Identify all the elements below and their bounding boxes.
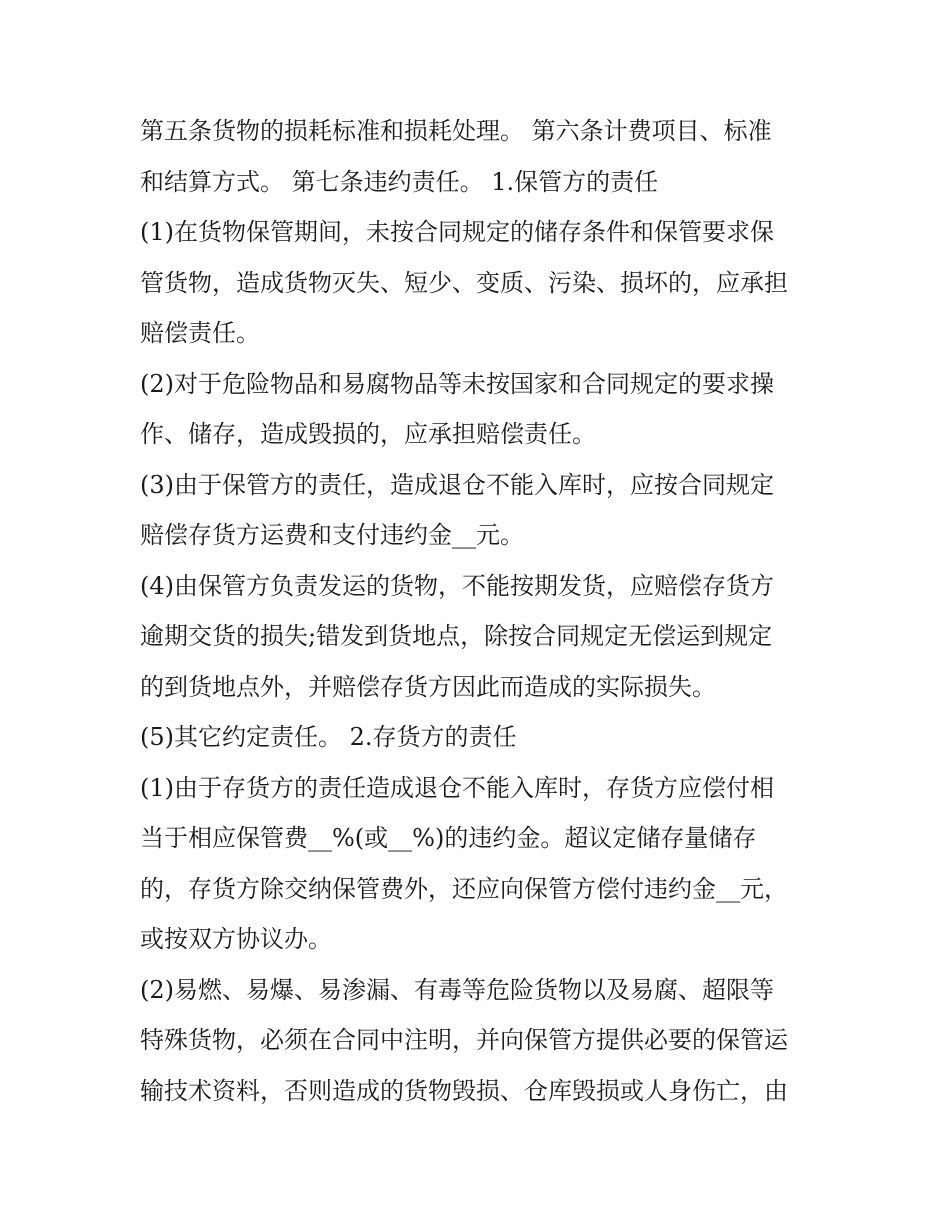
text-line: 的到货地点外，并赔偿存货方因此而造成的实际损失。 bbox=[140, 672, 716, 701]
text-line: 逾期交货的损失;错发到货地点，除按合同规定无偿运到规定 bbox=[140, 622, 773, 650]
text-line: (2)对于危险物品和易腐物品等未按国家和合同规定的要求操 bbox=[140, 369, 774, 398]
text-line: (3)由于保管方的责任，造成退仓不能入库时，应按合同规定 bbox=[140, 470, 774, 499]
text-line: 特殊货物，必须在合同中注明，并向保管方提供必要的保管运 bbox=[140, 1026, 788, 1054]
text-line: (1)由于存货方的责任造成退仓不能入库时，存货方应偿付相 bbox=[140, 773, 774, 802]
text-line: (4)由保管方负责发运的货物，不能按期发货，应赔偿存货方 bbox=[140, 571, 774, 600]
text-line: 和结算方式。 第七条违约责任。 1.保管方的责任 bbox=[140, 167, 659, 196]
text-line: 第五条货物的损耗标准和损耗处理。 第六条计费项目、标准 bbox=[140, 117, 772, 145]
text-line: (5)其它约定责任。 2.存货方的责任 bbox=[140, 723, 517, 751]
text-line: 赔偿存货方运费和支付违约金__元。 bbox=[140, 521, 524, 549]
text-line: (1)在货物保管期间，未按合同规定的储存条件和保管要求保 bbox=[140, 218, 774, 246]
text-line: 或按双方协议办。 bbox=[140, 925, 332, 953]
text-line: 管货物，造成货物灭失、短少、变质、污染、损坏的，应承担 bbox=[140, 268, 788, 297]
text-line: 的，存货方除交纳保管费外，还应向保管方偿付违约金__元， bbox=[140, 874, 788, 903]
text-line: 当于相应保管费__%(或__%)的违约金。超议定储存量储存 bbox=[140, 824, 757, 852]
document-body bbox=[140, 106, 820, 1116]
text-line: 赔偿责任。 bbox=[140, 319, 260, 347]
text-line: 输技术资料，否则造成的货物毁损、仓库毁损或人身伤亡，由 bbox=[140, 1076, 788, 1105]
text-line: (2)易燃、易爆、易渗漏、有毒等危险货物以及易腐、超限等 bbox=[140, 975, 774, 1004]
text-line: 作、储存，造成毁损的，应承担赔偿责任。 bbox=[140, 420, 596, 448]
